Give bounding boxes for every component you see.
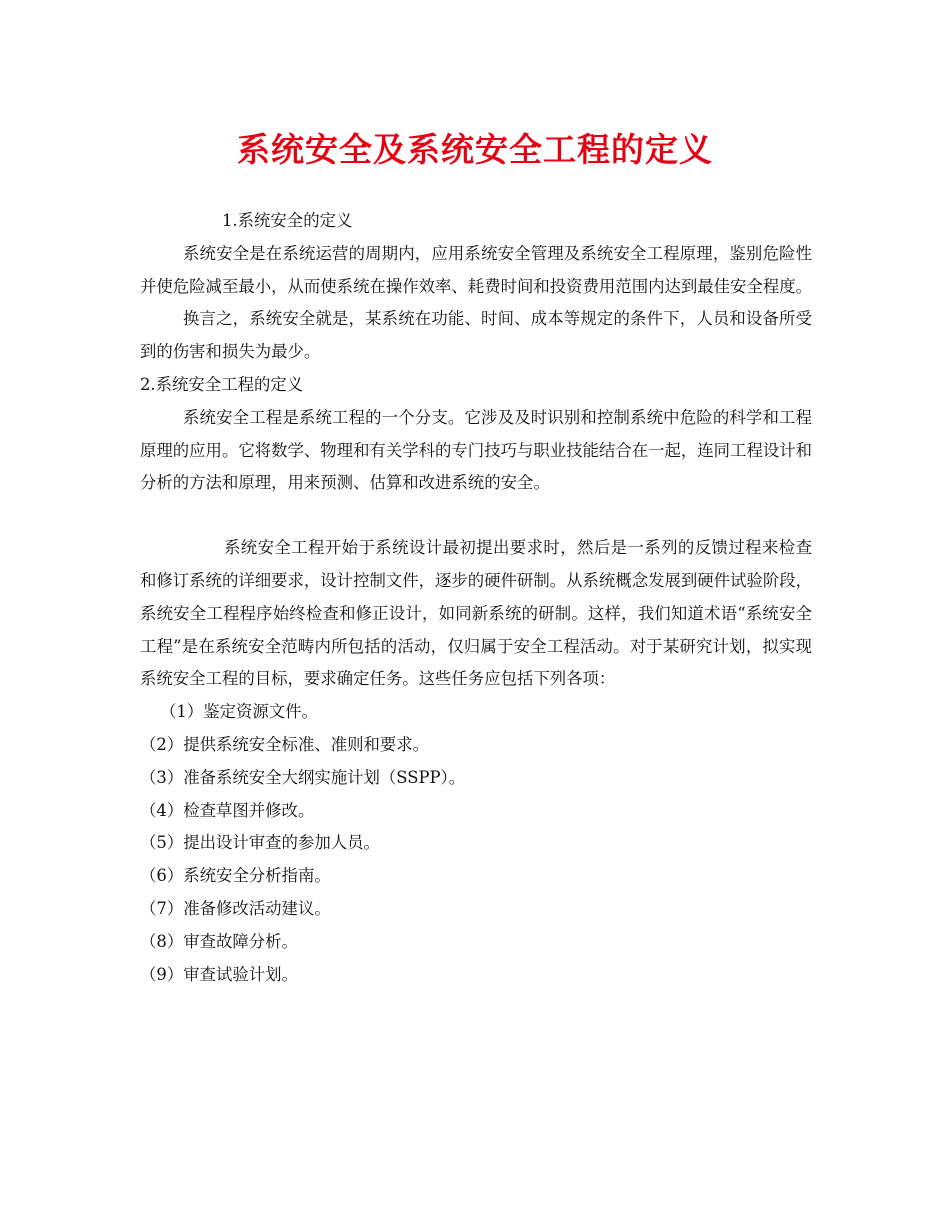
list-item: （2）提供系统安全标准、准则和要求。 [140, 734, 430, 754]
list-item: （9）审查试验计划。 [140, 964, 298, 984]
list-item: （7）准备修改活动建议。 [140, 898, 331, 918]
section-1-paragraph-1: 系统安全是在系统运营的周期内，应用系统安全管理及系统安全工程原理，鉴别危险性并使危险减至最小，从而使系统在操作效率、耗费时间和投资费用范围内达到最佳安全程度。 [140, 243, 813, 296]
section-1-paragraph-2: 换言之，系统安全就是，某系统在功能、时间、成本等规定的条件下，人员和设备所受到的伤害和损失为最少。 [140, 309, 812, 362]
section-2-heading: 2.系统安全工程的定义 [140, 374, 304, 394]
list-item: （5）提出设计审查的参加人员。 [140, 833, 380, 853]
section-2-paragraph-1: 系统安全工程是系统工程的一个分支。它涉及及时识别和控制系统中危险的科学和工程原理的应用。它将数学、物理和有关学科的专门技巧与职业技能结合在一起，连同工程设计和分析的方法和原理，用来预测、估算和改进系统的安全。 [140, 407, 813, 493]
section-2-paragraph-2: 系统安全工程开始于系统设计最初提出要求时，然后是一系列的反馈过程来检查和修订系统的详细要求，设计控制文件，逐步的硬件研制。从系统概念发展到硬件试验阶段，系统安全工程程序始终检查和修正设计，如同新系统的研制。这样，我们知道术语“系统安全工程”是在系统安全范畴内所包括的活动，仅归属于安全工程活动。对于某研究计划，拟实现系统安全工程的目标，要求确定任务。这些任务应包括下列各项： [140, 538, 813, 689]
list-item: （3）准备系统安全大纲实施计划（SSPP）。 [140, 767, 466, 787]
list-item: （1）鉴定资源文件。 [160, 702, 318, 722]
list-item: （8）审查故障分析。 [140, 931, 298, 951]
section-1-heading: 1.系统安全的定义 [222, 211, 353, 230]
document-title: 系统安全及系统安全工程的定义 [237, 130, 713, 169]
document-body [140, 205, 812, 991]
list-item: （4）检查草图并修改。 [140, 800, 315, 820]
list-item: （6）系统安全分析指南。 [140, 866, 331, 886]
paragraph-gap [140, 500, 812, 532]
